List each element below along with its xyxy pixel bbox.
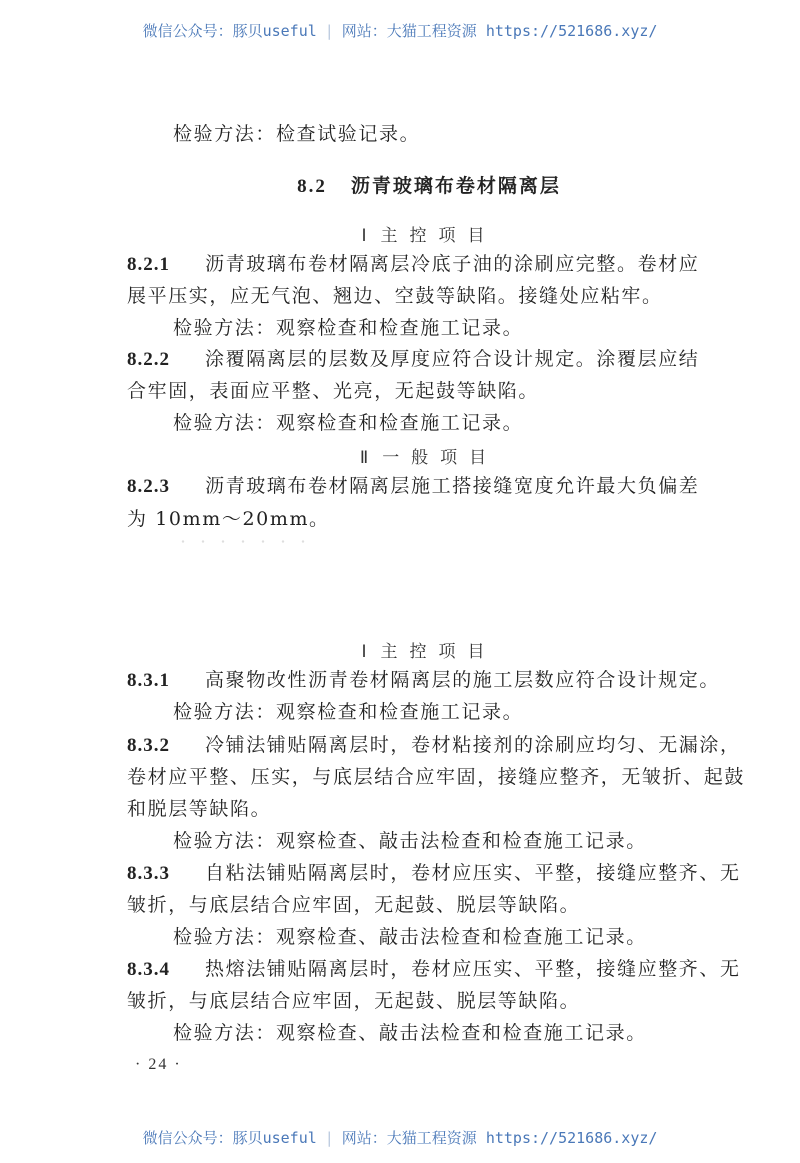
- section-title: 沥青玻璃布卷材隔离层: [350, 175, 561, 197]
- clause-8-3-1-method: 检验方法：观察检查和检查施工记录。: [173, 701, 524, 723]
- roman-numeral: Ⅱ: [359, 448, 369, 467]
- clause-8-2-3-line1: [127, 474, 699, 499]
- clause-number: 8.3.3: [127, 863, 170, 884]
- page-number: · 24 ·: [135, 1056, 182, 1073]
- clause-8-2-3-line2: 为 10mm～20mm。: [127, 508, 330, 530]
- clause-8-3-2-method: 检验方法：观察检查、敲击法检查和检查施工记录。: [173, 830, 647, 852]
- watermark-separator: |: [324, 1129, 334, 1147]
- section-number: 8.2: [297, 176, 327, 197]
- clause-text: 冷铺法铺贴隔离层时，卷材粘接剂的涂刷应均匀、无漏涂，: [205, 734, 741, 756]
- clause-text: 高聚物改性沥青卷材隔离层的施工层数应符合设计规定。: [205, 669, 721, 691]
- clause-8-2-2-method: 检验方法：观察检查和检查施工记录。: [173, 412, 524, 434]
- clause-text: 沥青玻璃布卷材隔离层施工搭接缝宽度允许最大负偏差: [205, 475, 700, 497]
- clause-number: 8.2.2: [127, 349, 170, 370]
- watermark-site: 网站：大猫工程资源 https://521686.xyz/: [341, 1129, 658, 1147]
- clause-8-3-3-line2: 皱折，与底层结合应牢固，无起鼓、脱层等缺陷。: [127, 894, 581, 916]
- clause-text: 沥青玻璃布卷材隔离层冷底子油的涂刷应完整。卷材应: [205, 253, 700, 275]
- subheading-main-control-items: [127, 221, 731, 246]
- clause-8-3-2-line3: 和脱层等缺陷。: [127, 798, 272, 820]
- clause-8-2-1-method: 检验方法：观察检查和检查施工记录。: [173, 317, 524, 339]
- clause-number: 8.2.1: [127, 254, 170, 275]
- subheading-label: 一般项目: [382, 448, 499, 468]
- clause-text: 热熔法铺贴隔离层时，卷材应压实、平整，接缝应整齐、无: [205, 958, 741, 980]
- clause-8-3-4-method: 检验方法：观察检查、敲击法检查和检查施工记录。: [173, 1022, 647, 1044]
- clause-number: 8.3.1: [127, 670, 170, 691]
- watermark-wechat: 微信公众号：豚贝useful: [142, 22, 317, 40]
- clause-8-2-2-line2: 合牢固，表面应平整、光亮，无起鼓等缺陷。: [127, 380, 540, 402]
- roman-numeral: Ⅰ: [361, 226, 367, 245]
- watermark-separator: |: [324, 22, 334, 40]
- clause-text: 自粘法铺贴隔离层时，卷材应压实、平整，接缝应整齐、无: [205, 862, 741, 884]
- watermark-site: 网站：大猫工程资源 https://521686.xyz/: [341, 22, 658, 40]
- clause-8-3-3-line1: [127, 861, 741, 886]
- watermark-wechat: 微信公众号：豚贝useful: [142, 1129, 317, 1147]
- clause-8-2-1-line1: [127, 252, 699, 277]
- subheading-label: 主控项目: [380, 642, 497, 662]
- clause-8-3-4-line1: [127, 957, 741, 982]
- clause-8-3-3-method: 检验方法：观察检查、敲击法检查和检查施工记录。: [173, 926, 647, 948]
- watermark-footer: [0, 1127, 800, 1148]
- clause-8-3-2-line1: [127, 733, 741, 758]
- clause-text: 涂覆隔离层的层数及厚度应符合设计规定。涂覆层应结: [205, 348, 700, 370]
- subheading-general-items: [127, 443, 731, 468]
- roman-numeral: Ⅰ: [361, 642, 367, 661]
- previous-method-line: 检验方法：检查试验记录。: [173, 123, 421, 145]
- subheading-label: 主控项目: [380, 226, 497, 246]
- clause-8-2-2-line1: [127, 347, 699, 372]
- clause-number: 8.3.2: [127, 735, 170, 756]
- clause-8-3-1-line1: [127, 668, 720, 693]
- section-heading-8-2: [127, 171, 731, 198]
- clipped-text-remnant: [173, 540, 313, 543]
- watermark-header: [0, 20, 800, 41]
- clause-number: 8.2.3: [127, 476, 170, 497]
- clause-8-3-4-line2: 皱折，与底层结合应牢固，无起鼓、脱层等缺陷。: [127, 990, 581, 1012]
- clause-8-3-2-line2: 卷材应平整、压实，与底层结合应牢固，接缝应整齐，无皱折、起鼓: [127, 766, 746, 788]
- subheading-main-control-items-8-3: [127, 637, 731, 662]
- clause-8-2-1-line2: 展平压实，应无气泡、翘边、空鼓等缺陷。接缝处应粘牢。: [127, 285, 663, 307]
- clause-number: 8.3.4: [127, 959, 170, 980]
